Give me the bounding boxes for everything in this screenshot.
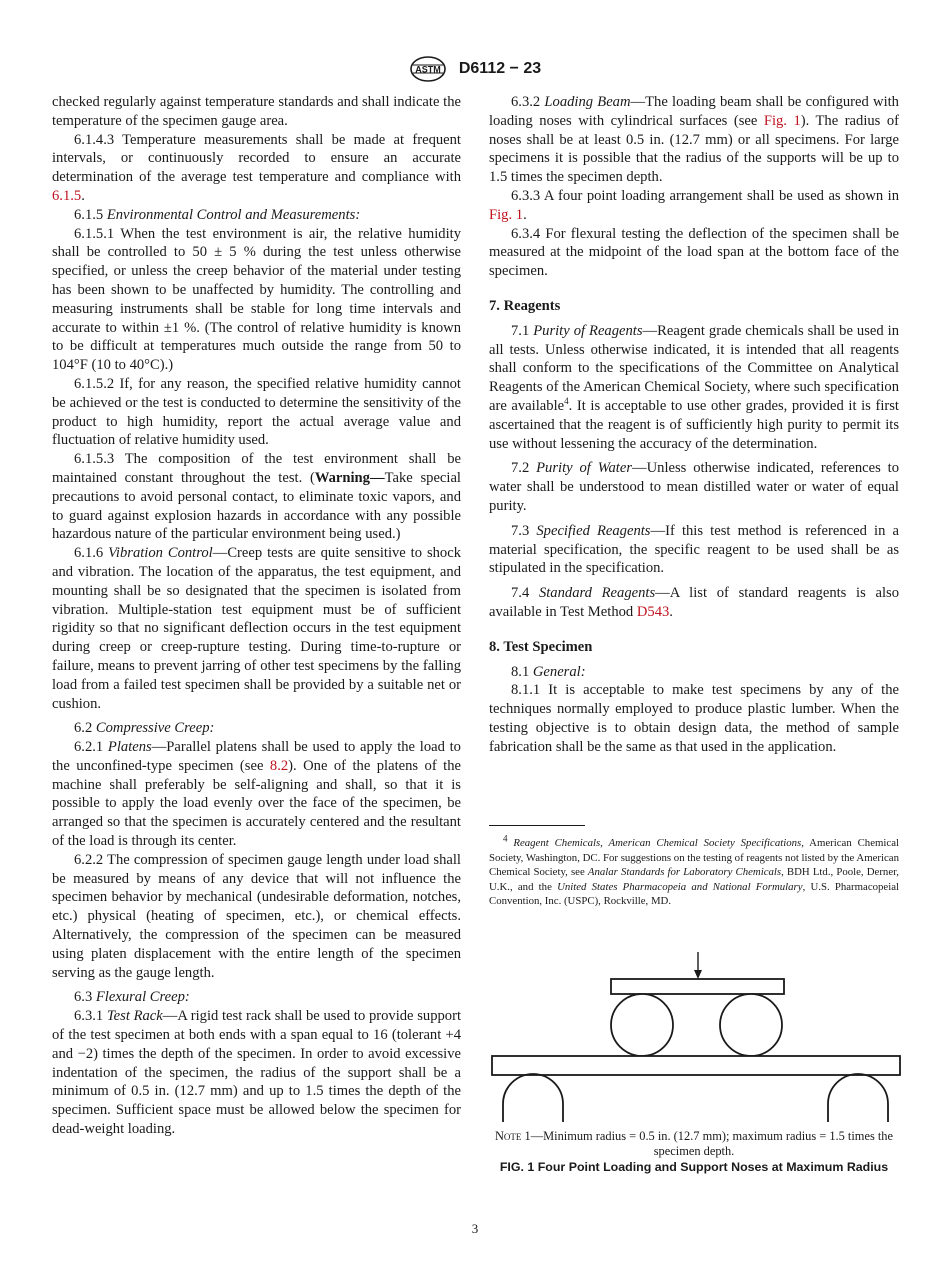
paragraph-6-1-5-2: 6.1.5.2 If, for any reason, the specified relative humidity cannot be achieved or the test is conducted to determine the sensitivity of the product to high humidity, report the actual average value and fluctuation of relative humidity used. <box>52 375 461 449</box>
paragraph-6-3-1: 6.3.1 Test Rack—A rigid test rack shall be used to provide support of the test specimen at both ends with a span equal to 16 (tolerant +4 and −2) times the depth of the specimen. In order to avoid excessive indentation of the specimen, the radius of the support shall be a minimum of 0.5 in. (12.7 mm) and up to 1.5 times the depth of the specimen. Sufficient space must be allowed below the specimen for dead-weight loading. <box>52 1008 461 1138</box>
paragraph-6-2-2: 6.2.2 The compression of specimen gauge length under load shall be measured by means of any device that will not influence the specimen behavior by mechanical (undesirable deformation, notches, etc.) physical (heating of specimen, etc.), or chemical effects. Alternatively, the compression of the specimen can be measured using platen displacement with the entire length of the specimen serving as the gauge length. <box>52 851 461 981</box>
link-fig-1[interactable]: Fig. 1 <box>489 206 524 223</box>
footnote-rule <box>489 825 585 826</box>
support-nose-left <box>503 1074 563 1122</box>
document-designation: D6112 − 23 <box>458 60 542 77</box>
footnote-4: $^4$ Reagent Chemicals, American Chemical Society Specifications, American Chemical Society, Washington, DC. For suggestions on the testing of reagents not listed by the American Chemical Society, see Analar Standards for Laboratory Chemicals, BDH Ltd., Poole, Derner, U.K., and the United States Pharmacopeia and National Formulary, U.S. Pharmacopeial Convention, Inc. (USPC), Rockville, MD. <box>489 836 899 909</box>
link-d543[interactable]: D543 <box>636 603 670 620</box>
left-column <box>52 93 461 1139</box>
astm-logo-icon <box>409 56 447 82</box>
subsection-8-1: 8.1 General: <box>511 663 586 680</box>
figure-1-diagram <box>488 944 902 1129</box>
loading-nose-left <box>611 994 673 1056</box>
figure-note: Note 1—Minimum radius = 0.5 in. (12.7 mm); maximum radius = 1.5 times the specimen depth. <box>494 1129 893 1159</box>
paragraph-6-1-5-3: 6.1.5.3 The composition of the test environment shall be maintained constant throughout the test. (Warning—Take special precautions to avoid personal contact, to eliminate toxic vapors, and to guard against explosion hazards in accordance with any possible hazardous nature of the particular environment being used.) <box>52 451 461 543</box>
paragraph-6-3-4: 6.3.4 For flexural testing the deflection of the specimen shall be measured at the midpoint of the load span at the bottom face of the specimen. <box>489 225 899 280</box>
figure-caption: FIG. 1 Four Point Loading and Support Noses at Maximum Radius <box>499 1160 889 1174</box>
subsection-6-2: 6.2 Compressive Creep: <box>74 720 215 737</box>
paragraph-6-1-6: 6.1.6 Vibration Control—Creep tests are quite sensitive to shock and vibration. The location of the apparatus, the test equipment, and mounting shall be so designated that the specimen is isolated from vibration. Multiple-station test equipment must be of sufficient rigidity so that no significant deflection occurs in the test equipment during creep or creep-rupture testing. During time-to-rupture or failure, means to prevent jarring of other test specimens by the falling load from a failed test specimen shall be provided by a suitable net or cushion. <box>52 545 461 712</box>
support-nose-right <box>828 1074 888 1122</box>
paragraph-7-3: 7.3 Specified Reagents—If this test method is referenced in a material specification, the specific reagent to be used shall be as stipulated in the specification. <box>489 522 899 577</box>
page-number: 3 <box>471 1221 479 1236</box>
subsection-6-3: 6.3 Flexural Creep: <box>74 989 190 1006</box>
load-arrow-head <box>694 970 702 979</box>
paragraph-6-3-2: 6.3.2 Loading Beam—The loading beam shall be configured with loading noses with cylindrical surfaces (see Fig. 1). The radius of noses shall be at least 0.5 in. (12.7 mm) or all specimens. For large specimens it is possible that the radius of the supports will be up to 1.5 times the specimen depth. <box>489 94 900 186</box>
paragraph-8-1-1: 8.1.1 It is acceptable to make test specimens by any of the techniques normally employed to produce plastic lumber. When the testing objective is to obtain design data, the method of sample fabrication shall be the same as that used in the application. <box>489 682 899 755</box>
paragraph-6-1-4-3: 6.1.4.3 Temperature measurements shall be made at frequent intervals, or continuously recorded to ensure an accurate determination of the average test temperature and compliance with 6.1.5. <box>52 131 461 204</box>
paragraph-6-3-3: 6.3.3 A four point loading arrangement shall be used as shown in Fig. 1. <box>489 187 899 223</box>
test-specimen <box>492 1056 900 1075</box>
page-header <box>0 56 950 82</box>
paragraph-6-1-5-1: 6.1.5.1 When the test environment is air, the relative humidity shall be controlled to 50 ± 5 % during the test unless otherwise specified, or unless the creep behavior of the material under testing has been shown to be unaffected by humidity. The controlling and measuring instruments shall be stable for long time intervals and accurate to within ±1 %. (The control of relative humidity is known to be difficult at temperatures much outside the range from 50 to 104°F (10 to 40°C).) <box>52 225 461 374</box>
right-column <box>489 93 899 757</box>
paragraph: checked regularly against temperature standards and shall indicate the temperature of the specimen gauge area. <box>52 94 461 129</box>
paragraph-7-4: 7.4 Standard Reagents—A list of standard reagents is also available in Test Method D543. <box>489 585 899 620</box>
footnote-marker: 4 <box>564 396 569 407</box>
link-fig-1[interactable]: Fig. 1 <box>763 112 801 129</box>
paragraph-6-2-1: 6.2.1 Platens—Parallel platens shall be used to apply the load to the unconfined-type specimen (see 8.2). One of the platens of the machine shall preferably be self-aligning and shall, so that it is possible to apply the load evenly over the face of the specimen, be arranged so that the specimen is accurately centered and the resultant of the load is through its center. <box>52 739 461 850</box>
link-6-1-5[interactable]: 6.1.5 <box>52 187 82 204</box>
loading-nose-right <box>720 994 782 1056</box>
section-heading-test-specimen: 8. Test Specimen <box>489 638 593 655</box>
link-8-2[interactable]: 8.2 <box>269 757 289 774</box>
subsection-6-1-5: 6.1.5 Environmental Control and Measurements: <box>74 206 361 223</box>
section-heading-reagents: 7. Reagents <box>489 297 561 314</box>
loading-beam <box>611 979 784 994</box>
svg-text:ASTM: ASTM <box>415 64 441 75</box>
paragraph-7-1: 7.1 Purity of Reagents—Reagent grade chemicals shall be used in all tests. Unless otherwise indicated, it is intended that all reagents shall conform to the specifications of the Committee on Analytical Reagents of the American Chemical Society, where such specification are available$^4$. It is acceptable to use other grades, provided it is first ascertained that the reagent is of sufficiently high purity to permit its use without lessening the accuracy of the determination. <box>489 322 900 452</box>
four-point-loading-diagram <box>488 944 902 1129</box>
paragraph-7-2: 7.2 Purity of Water—Unless otherwise indicated, references to water shall be understood to mean distilled water or water of equal purity. <box>489 460 900 514</box>
